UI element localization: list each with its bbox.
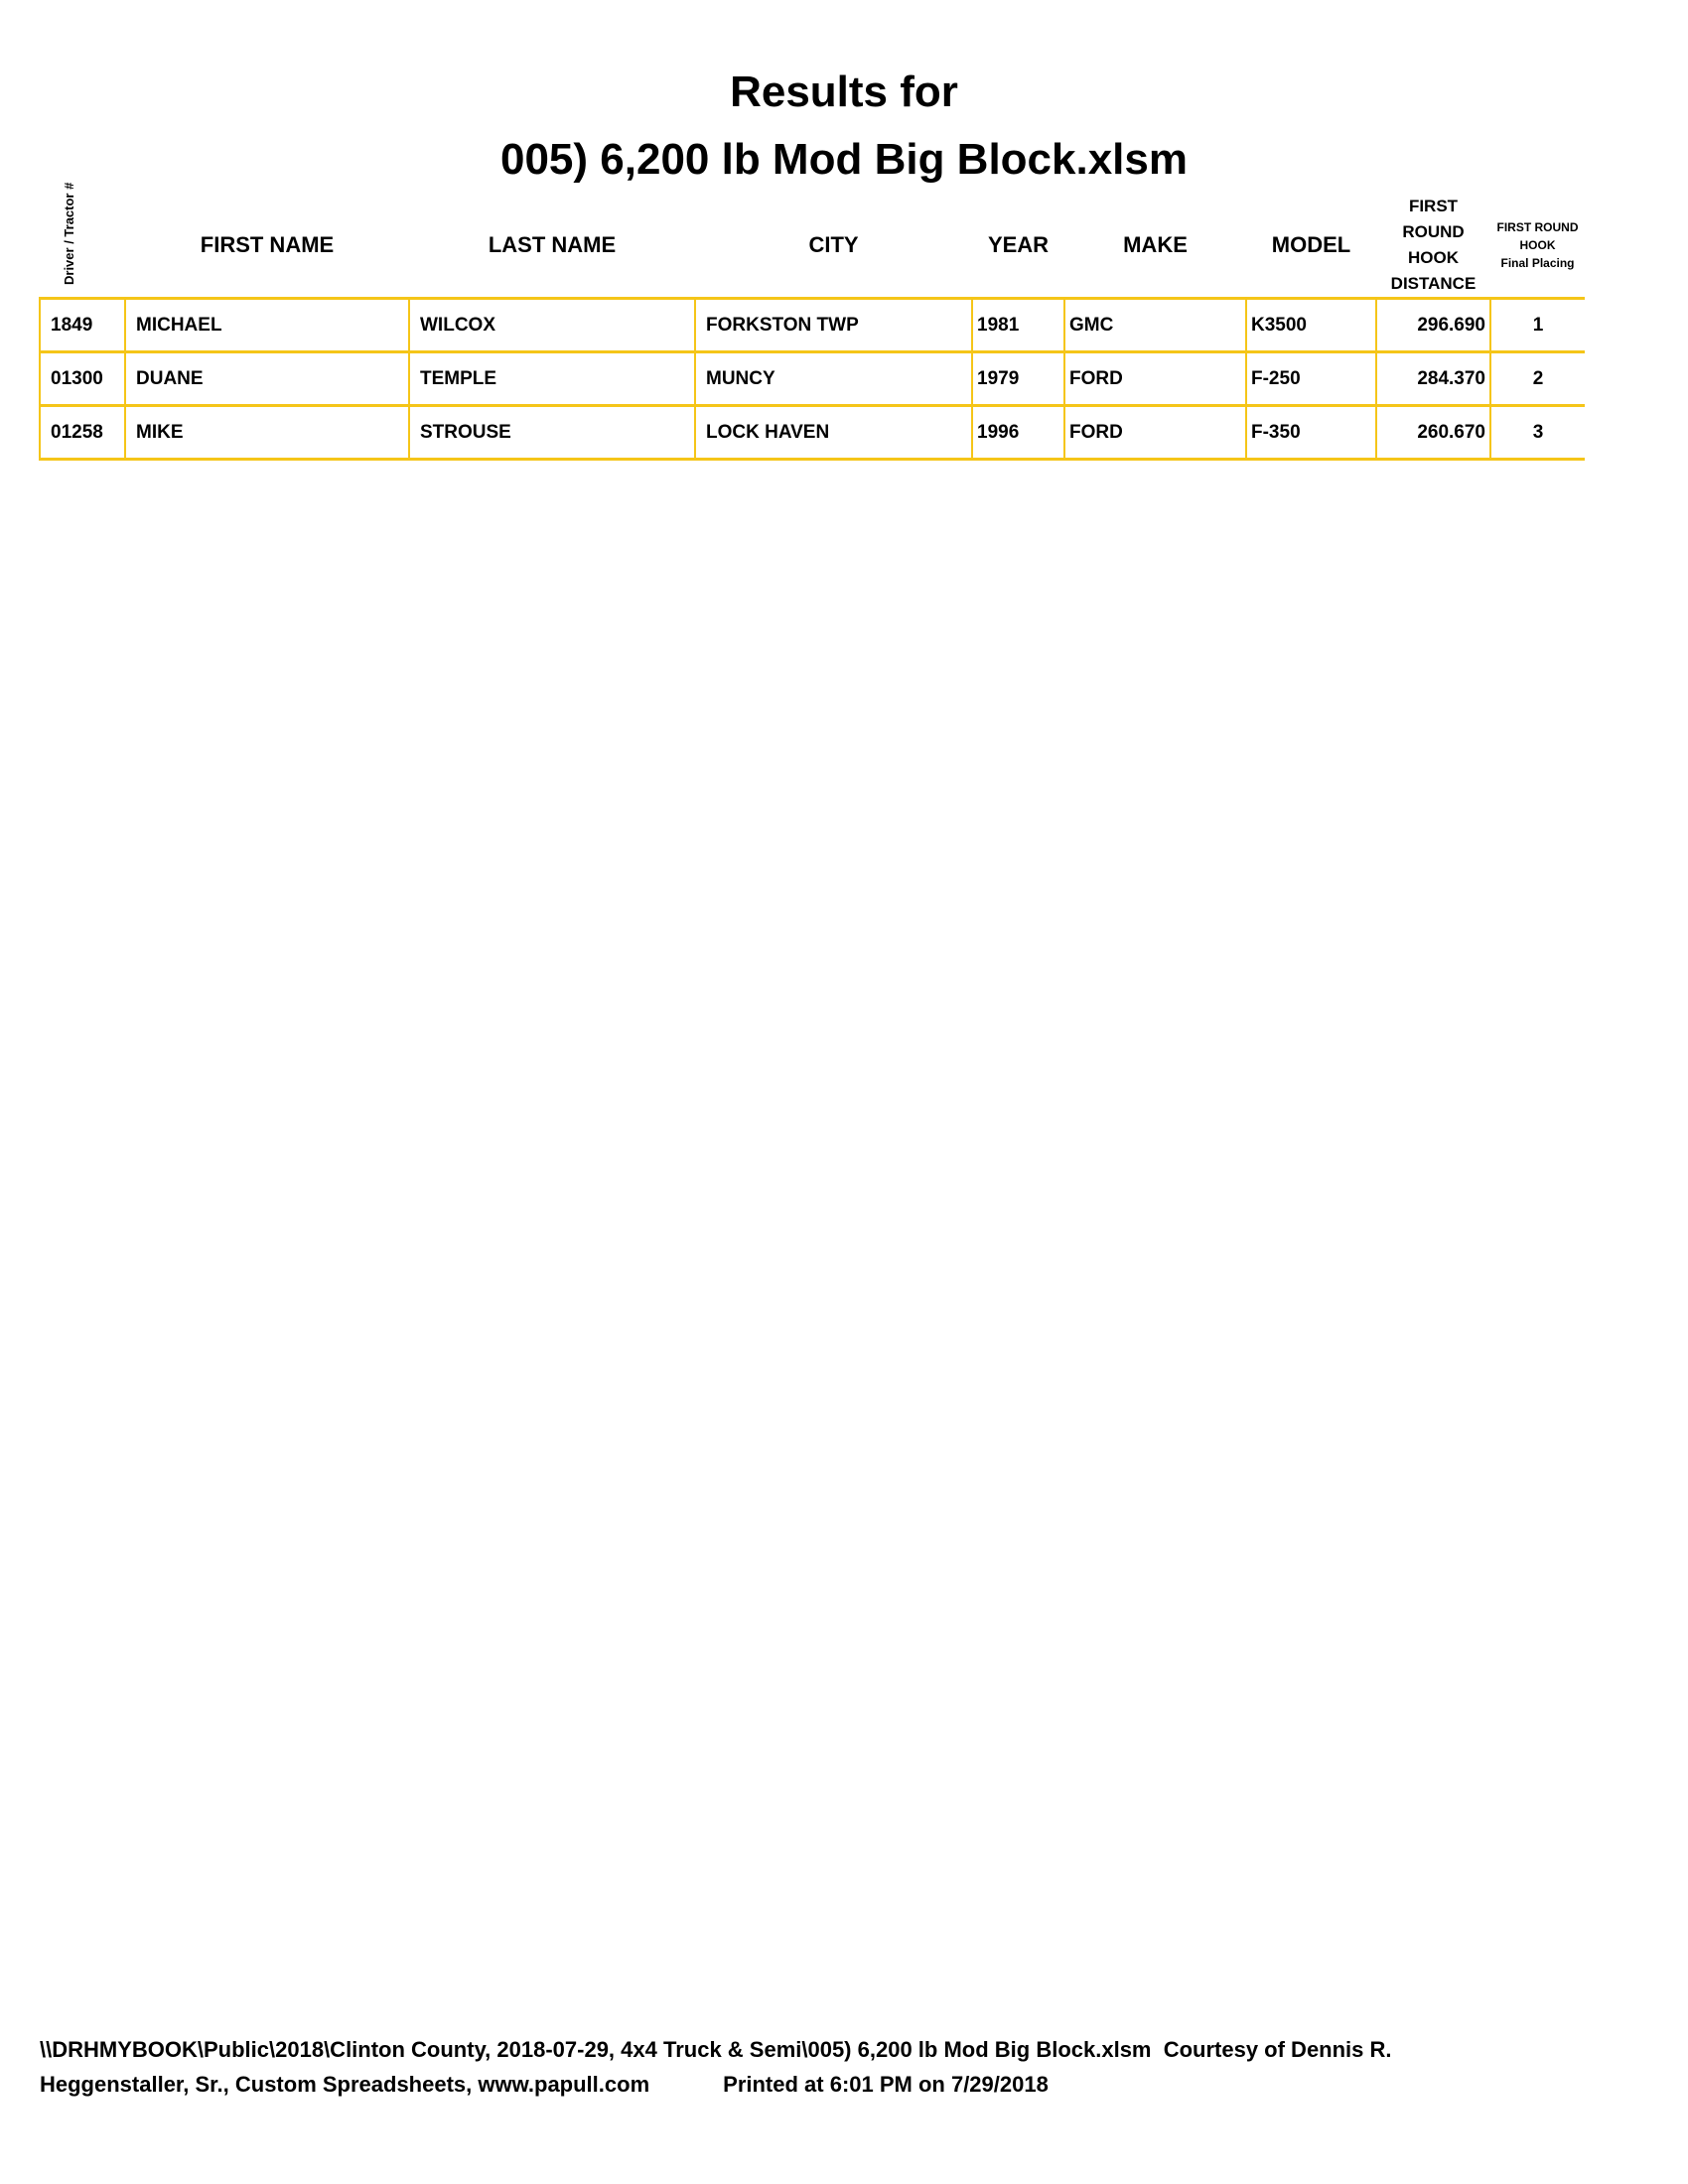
table-row <box>40 406 1585 460</box>
footer-credit: Heggenstaller, Sr., Custom Spreadsheets, www.papull.com <box>40 2072 650 2097</box>
header-make: MAKE <box>1064 194 1246 299</box>
cell-distance: 296.690 <box>1376 299 1490 352</box>
cell-first: DUANE <box>125 352 409 406</box>
header-driver <box>40 182 125 299</box>
header-distance-2: ROUND <box>1402 222 1465 241</box>
header-model: MODEL <box>1246 194 1376 299</box>
header-placing-2: HOOK <box>1519 238 1556 252</box>
cell-model: F-350 <box>1246 406 1376 460</box>
cell-city: MUNCY <box>695 352 972 406</box>
header-placing-3: Final Placing <box>1500 256 1575 270</box>
header-placing-1: FIRST ROUND <box>1496 220 1579 234</box>
header-placing <box>1490 194 1585 299</box>
title-line-1: Results for <box>730 68 958 116</box>
cell-model: F-250 <box>1246 352 1376 406</box>
footer-line-1: \\DRHMYBOOK\Public\2018\Clinton County, 2018-07-29, 4x4 Truck & Semi\005) 6,200 lb Mod Big Block.xlsm Courtesy of Dennis R. <box>40 2037 1392 2062</box>
footer-printed: Printed at 6:01 PM on 7/29/2018 <box>723 2072 1049 2097</box>
cell-year: 1981 <box>972 299 1064 352</box>
results-table <box>39 182 1585 461</box>
cell-first: MICHAEL <box>125 299 409 352</box>
cell-distance: 284.370 <box>1376 352 1490 406</box>
cell-placing: 2 <box>1490 352 1585 406</box>
cell-distance: 260.670 <box>1376 406 1490 460</box>
table-row <box>40 299 1585 352</box>
header-driver-label: Driver / Tractor # <box>62 182 76 285</box>
cell-city: FORKSTON TWP <box>695 299 972 352</box>
cell-placing: 1 <box>1490 299 1585 352</box>
cell-city: LOCK HAVEN <box>695 406 972 460</box>
cell-make: GMC <box>1064 299 1246 352</box>
cell-driver: 01258 <box>40 406 125 460</box>
table-row <box>40 352 1585 406</box>
cell-first: MIKE <box>125 406 409 460</box>
cell-last: TEMPLE <box>409 352 695 406</box>
cell-make: FORD <box>1064 352 1246 406</box>
header-distance <box>1376 194 1490 299</box>
header-distance-4: DISTANCE <box>1390 274 1477 293</box>
header-distance-3: HOOK <box>1408 248 1459 267</box>
header-first-name: FIRST NAME <box>125 194 409 299</box>
header-row <box>40 194 1585 299</box>
title-line-2: 005) 6,200 lb Mod Big Block.xlsm <box>499 135 1188 184</box>
cell-year: 1996 <box>972 406 1064 460</box>
cell-driver: 1849 <box>40 299 125 352</box>
cell-driver: 01300 <box>40 352 125 406</box>
header-distance-1: FIRST <box>1408 197 1459 215</box>
cell-last: WILCOX <box>409 299 695 352</box>
footer-line-2 <box>40 2072 1049 2098</box>
cell-placing: 3 <box>1490 406 1585 460</box>
cell-last: STROUSE <box>409 406 695 460</box>
header-year: YEAR <box>972 194 1064 299</box>
cell-make: FORD <box>1064 406 1246 460</box>
header-city: CITY <box>695 194 972 299</box>
header-last-name: LAST NAME <box>409 194 695 299</box>
cell-year: 1979 <box>972 352 1064 406</box>
cell-model: K3500 <box>1246 299 1376 352</box>
